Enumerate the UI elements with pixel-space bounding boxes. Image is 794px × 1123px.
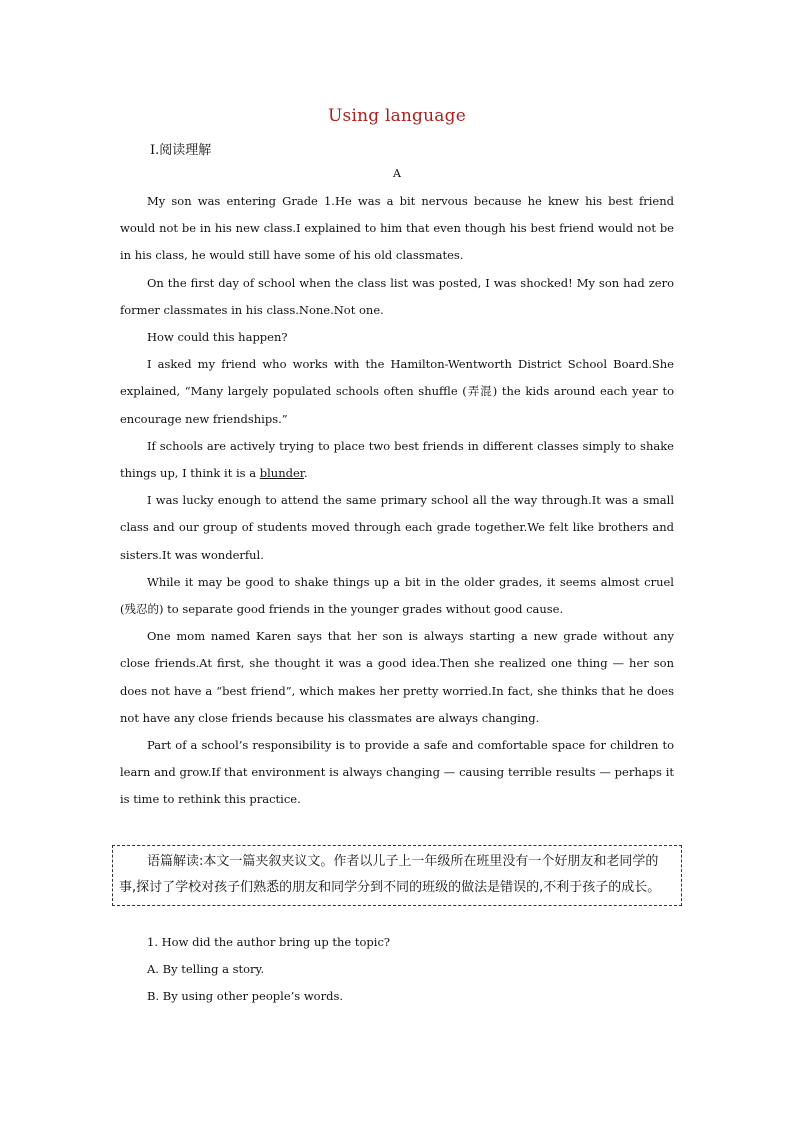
paragraph — [120, 433, 674, 487]
paragraph: Part of a school’s responsibility is to provide a safe and comfortable space for children to learn and grow.If that environment is always changing — causing terrible results — perhaps it is time to rethink this practice. — [120, 738, 674, 807]
punctuation: . — [304, 466, 308, 481]
question-stem: 1. How did the author bring up the topic? — [147, 935, 391, 949]
question-block — [147, 929, 677, 1010]
paragraph: How could this happen? — [147, 330, 288, 345]
paragraph: While it may be good to shake things up a bit in the older grades, it seems almost cruel (残忍的) to separate good friends in the younger grades without good cause. — [120, 574, 674, 617]
option-a: A. By telling a story. — [147, 962, 265, 976]
option-b: B. By using other people’s words. — [147, 989, 344, 1003]
section-label: Ⅰ.阅读理解 — [150, 143, 212, 158]
underlined-word: blunder — [259, 466, 305, 481]
paragraph: One mom named Karen says that her son is always starting a new grade without any close friends.At first, she thought it was a good idea.Then she realized one thing — her son does not have a “best friend”, which makes her pretty worried.In fact, she thinks that he does not have any close friends because his classmates are always changing. — [120, 629, 674, 725]
page-title: Using language — [328, 106, 466, 126]
passage-analysis-text: 语篇解读:本文一篇夹叙夹议文。作者以儿子上一年级所在班里没有一个好朋友和老同学的事,探讨了学校对孩子们熟悉的朋友和同学分到不同的班级的做法是错误的,不利于孩子的成长。 — [119, 854, 661, 895]
paragraph: I asked my friend who works with the Hamilton-Wentworth District School Board.She explained, “Many largely populated schools often shuffle (弄混) the kids around each year to encourage new friendships.” — [120, 357, 674, 426]
passage-body — [120, 188, 674, 814]
paragraph-text: If schools are actively trying to place two best friends in different classes simply to shake things up, I think it is a — [120, 438, 674, 481]
paragraph: I was lucky enough to attend the same primary school all the way through.It was a small class and our group of students moved through each grade together.We felt like brothers and sisters.It was wonderful. — [120, 493, 674, 562]
paragraph: On the first day of school when the class list was posted, I was shocked! My son had zero former classmates in his class.None.Not one. — [120, 275, 674, 317]
passage-label: A — [393, 167, 401, 180]
passage-analysis-box — [112, 845, 682, 906]
paragraph: My son was entering Grade 1.He was a bit nervous because he knew his best friend would not be in his new class.I explained to him that even though his best friend would not be in his class, he would still have some of his old classmates. — [120, 194, 674, 263]
